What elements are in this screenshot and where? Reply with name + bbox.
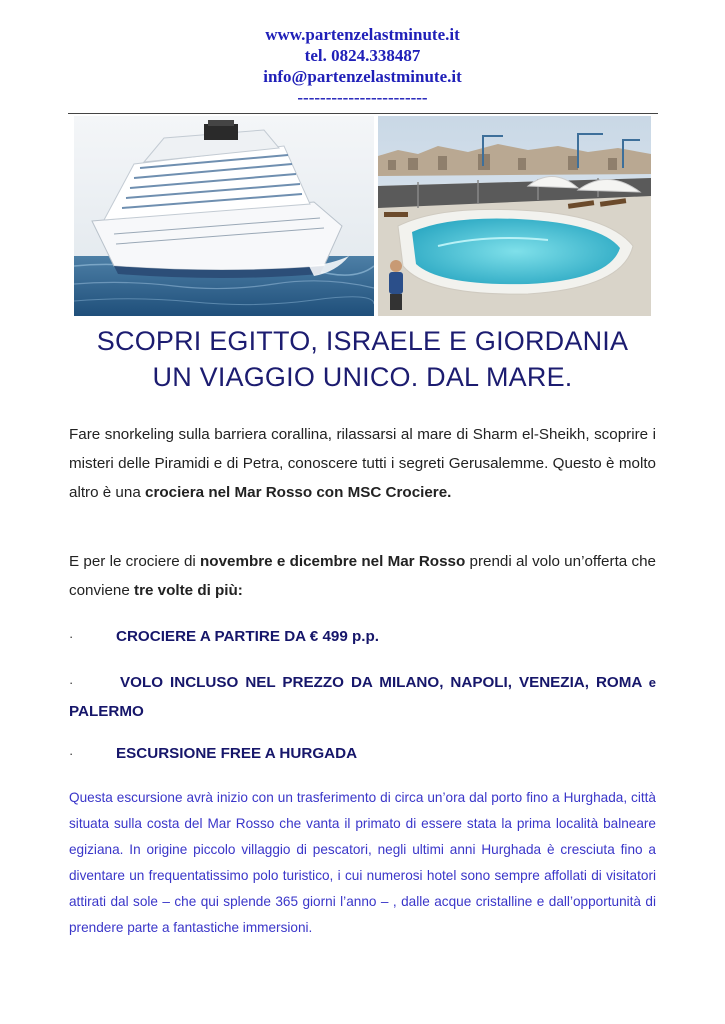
offer-highlight-2: tre volte di più: [134,582,243,599]
bullet-excursion-text: ESCURSIONE FREE A HURGADA [116,745,358,762]
intro-paragraph [69,420,656,507]
phone-number[interactable]: tel. 0824.338487 [304,46,421,65]
offer-paragraph [69,547,656,605]
header-divider [68,113,658,114]
bullet-flight-main: VOLO INCLUSO NEL PREZZO DA MILANO, NAPOLI, VENEZIA, ROMA [120,674,649,691]
email-link[interactable]: info@partenzelastminute.it [263,67,462,86]
cruise-ship-photo [74,116,374,316]
offer-text-1: E per le crociere di [69,553,201,570]
bullet-price-text: CROCIERE A PARTIRE DA € 499 p.p. [116,628,380,645]
headline [0,323,725,395]
offer-text-2: prendi al volo un’offerta che conviene [69,553,656,599]
bullet-flight [69,668,656,726]
intro-text: Fare snorkeling sulla barriera corallina, rilassarsi al mare di Sharm el-Sheikh, scoprire i misteri delle Piramidi e di Petra, conoscere tutti i segreti Gerusalemme. Questo è molto altro è una [69,426,656,501]
contact-header [0,24,725,108]
headline-line-1: SCOPRI EGITTO, ISRAELE E GIORDANIA [96,326,629,356]
bullet-marker: · [69,629,74,644]
excursion-description: Questa escursione avrà inizio con un trasferimento di circa un’ora dal porto fino a Hurghada, città situata sulla costa del Mar Rosso che vanta il primato di essere stata la prima località balneare egiziana. In origine piccolo villaggio di pescatori, negli ultimi anni Hurghada è cresciuta fino a diventare un frequentatissimo polo turistico, i cui numerosi hotel sono sempre affollati di visitatori attirati dal sole – che qui splende 365 giorni l’anno – , dalle acque cristalline e dall’opportunità di prendere parte a fantastiche immersioni. [69,790,656,935]
bullet-marker: · [69,746,74,761]
headline-line-2: UN VIAGGIO UNICO. DAL MARE. [152,362,573,392]
website-link[interactable]: www.partenzelastminute.it [265,25,460,44]
bullet-flight-text [69,668,656,726]
bullet-flight-conjunction: e [648,675,656,690]
header-separator: ----------------------- [297,88,428,107]
bullet-marker: · [69,675,74,690]
offer-highlight-1: novembre e dicembre nel Mar Rosso [200,553,466,570]
bullet-flight-end: PALERMO [69,703,144,720]
pool-deck-photo [378,116,651,316]
intro-highlight: crociera nel Mar Rosso con MSC Crociere. [145,484,452,501]
